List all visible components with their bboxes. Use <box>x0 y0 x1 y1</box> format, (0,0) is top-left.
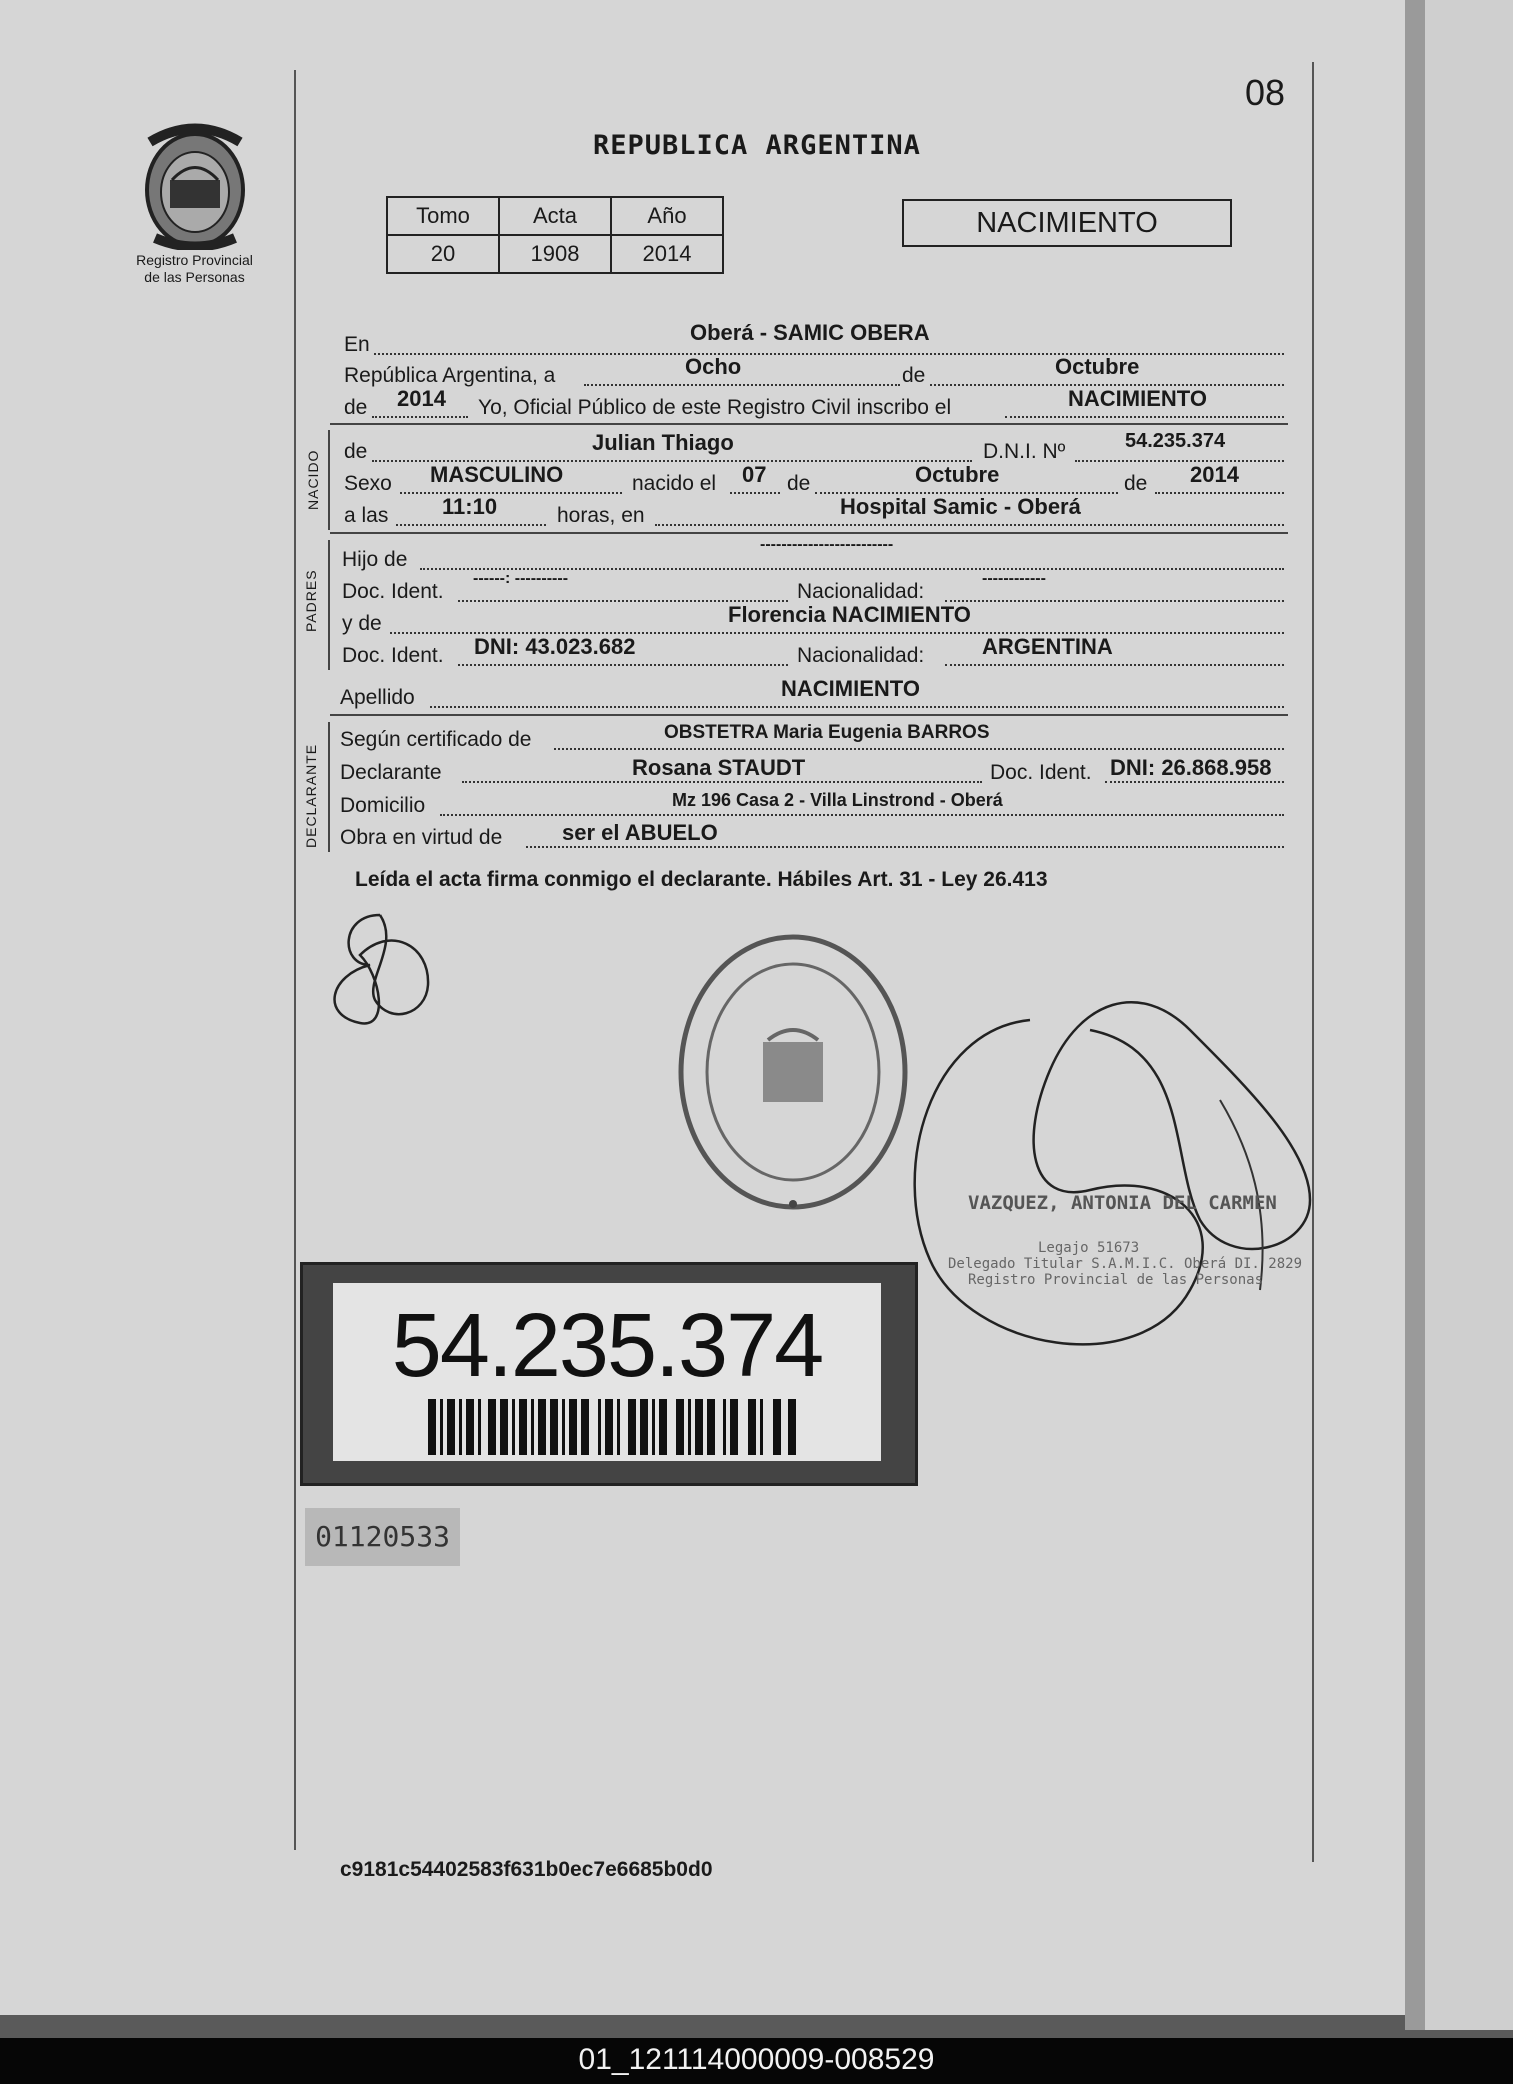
value-hora: 11:10 <box>442 494 498 519</box>
label-nacido-el: nacido el <box>632 472 717 495</box>
value-domicilio: Mz 196 Casa 2 - Villa Linstrond - Oberá <box>672 790 1003 810</box>
officer-stamp-line4: Registro Provincial de las Personas <box>968 1272 1264 1288</box>
dotted-line <box>396 524 546 526</box>
label-declarante: Declarante <box>340 761 442 784</box>
label-nacionalidad-1: Nacionalidad: <box>797 580 925 603</box>
value-declarante: Rosana STAUDT <box>632 755 806 780</box>
left-margin-line <box>294 70 296 1850</box>
label-nacionalidad-2: Nacionalidad: <box>797 644 925 667</box>
page-edge <box>1405 0 1425 2030</box>
value-acta: 1908 <box>499 235 611 273</box>
label-de-mes: de <box>787 472 811 495</box>
value-anio: 2014 <box>611 235 723 273</box>
value-sexo: MASCULINO <box>430 462 564 487</box>
value-madre: Florencia NACIMIENTO <box>728 602 971 627</box>
side-label-nacido: NACIDO <box>305 449 321 510</box>
declarant-signature <box>320 905 450 1035</box>
value-lugar-nac: Hospital Samic - Oberá <box>840 494 1081 519</box>
value-nac-padre: ------------ <box>982 570 1046 587</box>
value-tomo: 20 <box>387 235 499 273</box>
side-label-padres: PADRES <box>303 569 319 632</box>
label-doc-ident-1: Doc. Ident. <box>342 580 444 603</box>
dotted-line <box>945 664 1284 666</box>
dotted-line <box>1005 416 1284 418</box>
label-a-las: a las <box>344 504 389 527</box>
value-dni: 54.235.374 <box>1125 430 1226 452</box>
label-de-anio: de <box>1124 472 1148 495</box>
document-title: REPUBLICA ARGENTINA <box>593 130 921 161</box>
header-anio: Año <box>611 197 723 235</box>
label-sexo: Sexo <box>344 472 392 495</box>
dotted-line <box>1075 460 1284 462</box>
value-nac-madre: ARGENTINA <box>982 634 1113 659</box>
dotted-line <box>374 353 1284 355</box>
file-footer-bar: 01_121114000009-008529 <box>0 2038 1513 2084</box>
label-en: En <box>344 333 370 356</box>
value-nombre: Julian Thiago <box>592 430 734 455</box>
section-separator <box>330 532 1288 534</box>
dotted-line <box>1105 781 1284 783</box>
serial-number-label: 01120533 <box>305 1508 460 1566</box>
dotted-line <box>554 748 1284 750</box>
section-bracket <box>328 722 330 852</box>
section-separator <box>330 423 1288 425</box>
value-apellido: NACIMIENTO <box>781 676 920 701</box>
value-mes-nac: Octubre <box>915 462 1000 487</box>
section-bracket <box>328 540 330 670</box>
value-doc-declarante: DNI: 26.868.958 <box>1110 755 1272 780</box>
label-doc-ident-2: Doc. Ident. <box>342 644 444 667</box>
header-tomo: Tomo <box>387 197 499 235</box>
register-table <box>386 196 724 274</box>
side-label-declarante: DECLARANTE <box>303 743 319 848</box>
document-hash: c9181c54402583f631b0ec7e6685b0d0 <box>340 1858 713 1881</box>
label-yo: Yo, Oficial Público de este Registro Civil inscribo el <box>478 396 952 419</box>
dotted-line <box>584 384 900 386</box>
value-anio-nac: 2014 <box>1190 462 1239 487</box>
officer-stamp-line3: Delegado Titular S.A.M.I.C. Oberá DI. 2829 <box>948 1256 1303 1272</box>
right-margin-line <box>1312 62 1314 1862</box>
dotted-line <box>526 846 1284 848</box>
section-separator <box>330 714 1288 716</box>
label-horas-en: horas, en <box>557 504 645 527</box>
misiones-crest-logo <box>140 120 250 250</box>
label-de2: de <box>344 396 368 419</box>
value-anio: 2014 <box>397 386 446 411</box>
official-seal <box>668 922 918 1222</box>
dotted-line <box>1155 492 1284 494</box>
logo-caption-line-2: de las Personas <box>144 269 245 285</box>
officer-stamp-line2: Legajo 51673 <box>1038 1240 1140 1256</box>
dotted-line <box>400 492 622 494</box>
dotted-line <box>655 524 1284 526</box>
barcode-bars <box>428 1399 798 1455</box>
section-bracket <box>328 430 330 530</box>
label-dni: D.N.I. Nº <box>983 440 1066 463</box>
closing-statement: Leída el acta firma conmigo el declarante. Hábiles Art. 31 - Ley 26.413 <box>355 868 1048 891</box>
dotted-line <box>440 814 1284 816</box>
value-dia-nac: 07 <box>742 462 767 487</box>
label-y-de: y de <box>342 612 382 635</box>
adjacent-page <box>1425 0 1513 2030</box>
barcode-sticker <box>300 1262 918 1486</box>
page-number: 08 <box>1245 72 1286 113</box>
value-obra-en-virtud: ser el ABUELO <box>562 820 718 845</box>
value-lugar: Oberá - SAMIC OBERA <box>690 320 930 345</box>
value-padre: ------------------------- <box>760 536 894 553</box>
label-obra-en-virtud: Obra en virtud de <box>340 826 503 849</box>
value-certificado: OBSTETRA Maria Eugenia BARROS <box>664 722 990 743</box>
barcode-label <box>333 1283 881 1461</box>
label-doc-ident-3: Doc. Ident. <box>990 761 1092 784</box>
dotted-line <box>730 492 780 494</box>
label-domicilio: Domicilio <box>340 794 426 817</box>
logo-caption <box>112 252 277 286</box>
logo-caption-line-1: Registro Provincial <box>136 252 253 268</box>
value-mes: Octubre <box>1055 354 1140 379</box>
label-hijo-de: Hijo de <box>342 548 408 571</box>
barcode-number: 54.235.374 <box>391 1296 823 1396</box>
officer-stamp-details <box>948 1240 1302 1288</box>
label-republica: República Argentina, a <box>344 364 556 387</box>
dotted-line <box>945 600 1284 602</box>
header-acta: Acta <box>499 197 611 235</box>
label-de: de <box>902 364 926 387</box>
value-doc-padre: ------: ---------- <box>473 570 569 587</box>
dotted-line <box>462 781 982 783</box>
value-dia: Ocho <box>685 354 742 379</box>
record-type-box: NACIMIENTO <box>902 199 1232 247</box>
label-de-nombre: de <box>344 440 368 463</box>
officer-stamp-name: VAZQUEZ, ANTONIA DEL CARMEN <box>968 1192 1277 1214</box>
dotted-line <box>458 664 788 666</box>
value-doc-madre: DNI: 43.023.682 <box>474 634 636 659</box>
officer-signature <box>890 990 1330 1390</box>
dotted-line <box>372 416 468 418</box>
dotted-line <box>430 706 1284 708</box>
value-acto: NACIMIENTO <box>1068 386 1207 411</box>
label-segun-certificado: Según certificado de <box>340 728 532 751</box>
label-apellido: Apellido <box>340 686 415 709</box>
